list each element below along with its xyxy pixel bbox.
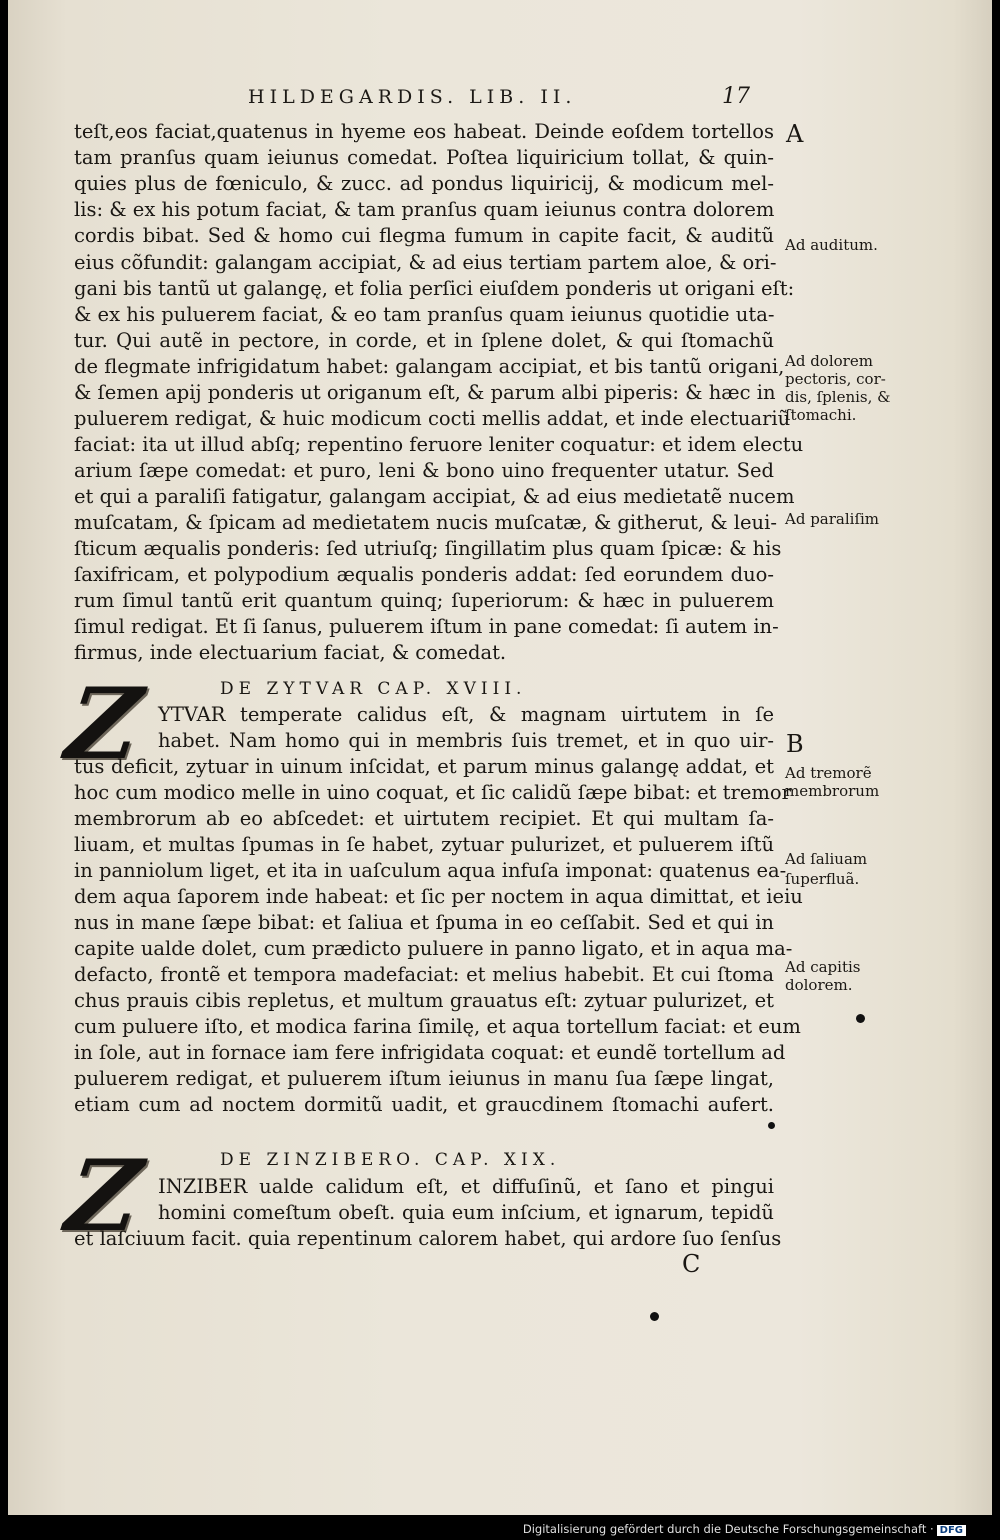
text-line: homini comeſtum obeſt. quia eum inſcium, et ignarum, tepidũ [158, 1201, 774, 1224]
text-line: liuam, et multas ſpumas in ſe habet, zytuar pulurizet, et puluerem iſtũ [74, 833, 774, 856]
text-line: tur. Qui autẽ in pectore, in corde, et in ſplene dolet, & qui ſtomachũ [74, 329, 774, 352]
text-line: etiam cum ad noctem dormitũ uadit, et graucdinem ſtomachi aufert. [74, 1093, 774, 1116]
text-line: teſt,eos faciat,quatenus in hyeme eos habeat. Deinde eoſdem tortellos [74, 120, 774, 143]
section-letter-a: A [786, 120, 804, 148]
ink-spot [768, 1122, 775, 1129]
text-line: YTVAR temperate calidus eſt, & magnam uirtutem in ſe [158, 703, 774, 726]
text-line: ſticum æqualis ponderis: ſed utriuſq; ſingillatim plus quam ſpicæ: & his [74, 537, 782, 560]
text-line: quies plus de fœniculo, & zucc. ad pondus liquiricij, & modicum mel- [74, 172, 774, 195]
chapter-heading-xviii: DE ZYTVAR CAP. XVIII. [220, 679, 527, 699]
book-page [8, 0, 992, 1515]
margin-note: Ad paraliſim [785, 510, 880, 528]
credit-text: Digitalisierung gefördert durch die Deutsche Forschungsgemeinschaft · [522, 1522, 934, 1536]
text-line: cordis bibat. Sed & homo cui flegma fumum in capite facit, & auditũ [74, 224, 774, 247]
text-line: rum ſimul tantũ erit quantum quinq; ſuperiorum: & hæc in puluerem [74, 589, 774, 612]
text-line: capite ualde dolet, cum prædicto puluere in panno ligato, et in aqua ma- [74, 937, 793, 960]
page-number: 17 [722, 84, 750, 109]
text-line: arium ſæpe comedat: et puro, leni & bono uino frequenter utatur. Sed [74, 459, 774, 482]
text-line: dem aqua ſaporem inde habeat: et ſic per noctem in aqua dimittat, et ieiu [74, 885, 803, 908]
margin-note: Ad tremorẽ [785, 764, 872, 782]
text-line: puluerem redigat, et puluerem iſtum ieiunus in manu ſua ſæpe lingat, [74, 1067, 774, 1090]
text-line: ſaxifricam, et polypodium æqualis ponderis addat: ſed eorundem duo- [74, 563, 774, 586]
drop-cap-initial: Z [59, 1139, 148, 1254]
text-line: membrorum ab eo abſcedet: et uirtutem recipiet. Et qui multam ſa- [74, 807, 774, 830]
text-line: puluerem redigat, & huic modicum cocti mellis addat, et inde electuariũ [74, 407, 791, 430]
text-line: in ſole, aut in fornace iam fere infrigidata coquat: et eundẽ tortellum ad [74, 1041, 786, 1064]
page-header [8, 84, 992, 114]
text-line: eius cõfundit: galangam accipiat, & ad eius tertiam partem aloe, & ori- [74, 251, 777, 274]
ink-spot [650, 1312, 659, 1321]
text-line: gani bis tantũ ut galangę, et folia perſici eiuſdem ponderis ut origani eſt: [74, 277, 795, 300]
text-line: hoc cum modico melle in uino coquat, et ſic calidũ ſæpe bibat: et tremor [74, 781, 791, 804]
margin-note: Ad ſaliuam [785, 850, 868, 868]
ink-spot [856, 1014, 865, 1023]
text-line: habet. Nam homo qui in membris ſuis tremet, et in quo uir- [158, 729, 774, 752]
chapter-heading-xix: DE ZINZIBERO. CAP. XIX. [220, 1150, 561, 1170]
margin-note: Ad auditum. [785, 236, 878, 254]
margin-note: dis, ſplenis, & [785, 388, 891, 406]
text-line: in panniolum liget, et ita in uaſculum aqua infuſa imponat: quatenus ea- [74, 859, 787, 882]
text-line: INZIBER ualde calidum eſt, et diffuſinũ, et ſano et pingui [158, 1175, 774, 1198]
margin-note: Ad dolorem [785, 352, 873, 370]
text-line: cum puluere iſto, et modica farina ſimilę, et aqua tortellum faciat: et eum [74, 1015, 801, 1038]
margin-note: Ad capitis [785, 958, 861, 976]
digitization-credit [523, 1522, 966, 1536]
text-line: ſimul redigat. Et ſi ſanus, puluerem iſtum in pane comedat: ſi autem in- [74, 615, 779, 638]
text-line: lis: & ex his potum faciat, & tam pranſus quam ieiunus contra dolorem [74, 198, 775, 221]
dfg-logo: DFG [937, 1525, 966, 1536]
text-line: et qui a paraliſi fatigatur, galangam accipiat, & ad eius medietatẽ nucem [74, 485, 795, 508]
margin-note: dolorem. [785, 976, 853, 994]
drop-cap-initial: Z [59, 667, 148, 782]
text-line: muſcatam, & ſpicam ad medietatem nucis muſcatæ, & githerut, & leui- [74, 511, 777, 534]
margin-note: membrorum [785, 782, 880, 800]
margin-note: pectoris, cor- [785, 370, 886, 388]
text-line: de flegmate infrigidatum habet: galangam accipiat, et bis tantũ origani, [74, 355, 785, 378]
text-line: defacto, frontẽ et tempora madefaciat: et melius habebit. Et cui ſtoma [74, 963, 774, 986]
signature-mark: C [682, 1250, 701, 1278]
margin-note: ſuperfluã. [785, 870, 860, 888]
text-line: faciat: ita ut illud abſq; repentino feruore leniter coquatur: et idem electu [74, 433, 804, 456]
text-line: tus deficit, zytuar in uinum inſcidat, et parum minus galangę addat, et [74, 755, 774, 778]
margin-note: ſtomachi. [785, 406, 857, 424]
text-line: chus prauis cibis repletus, et multum grauatus eſt: zytuar pulurizet, et [74, 989, 774, 1012]
text-line: et laſciuum facit. quia repentinum calorem habet, qui ardore ſuo ſenſus [74, 1227, 782, 1250]
running-head: HILDEGARDIS. LIB. II. [248, 86, 577, 108]
text-line: & ſemen apij ponderis ut origanum eſt, & parum albi piperis: & hæc in [74, 381, 776, 404]
section-letter-b: B [786, 730, 804, 758]
text-line: firmus, inde electuarium faciat, & comedat. [74, 641, 507, 664]
text-line: & ex his puluerem faciat, & eo tam pranſus quam ieiunus quotidie uta- [74, 303, 775, 326]
text-line: tam pranſus quam ieiunus comedat. Poſtea liquiricium tollat, & quin- [74, 146, 774, 169]
text-line: nus in mane ſæpe bibat: et ſaliua et ſpuma in eo ceſſabit. Sed et qui in [74, 911, 774, 934]
